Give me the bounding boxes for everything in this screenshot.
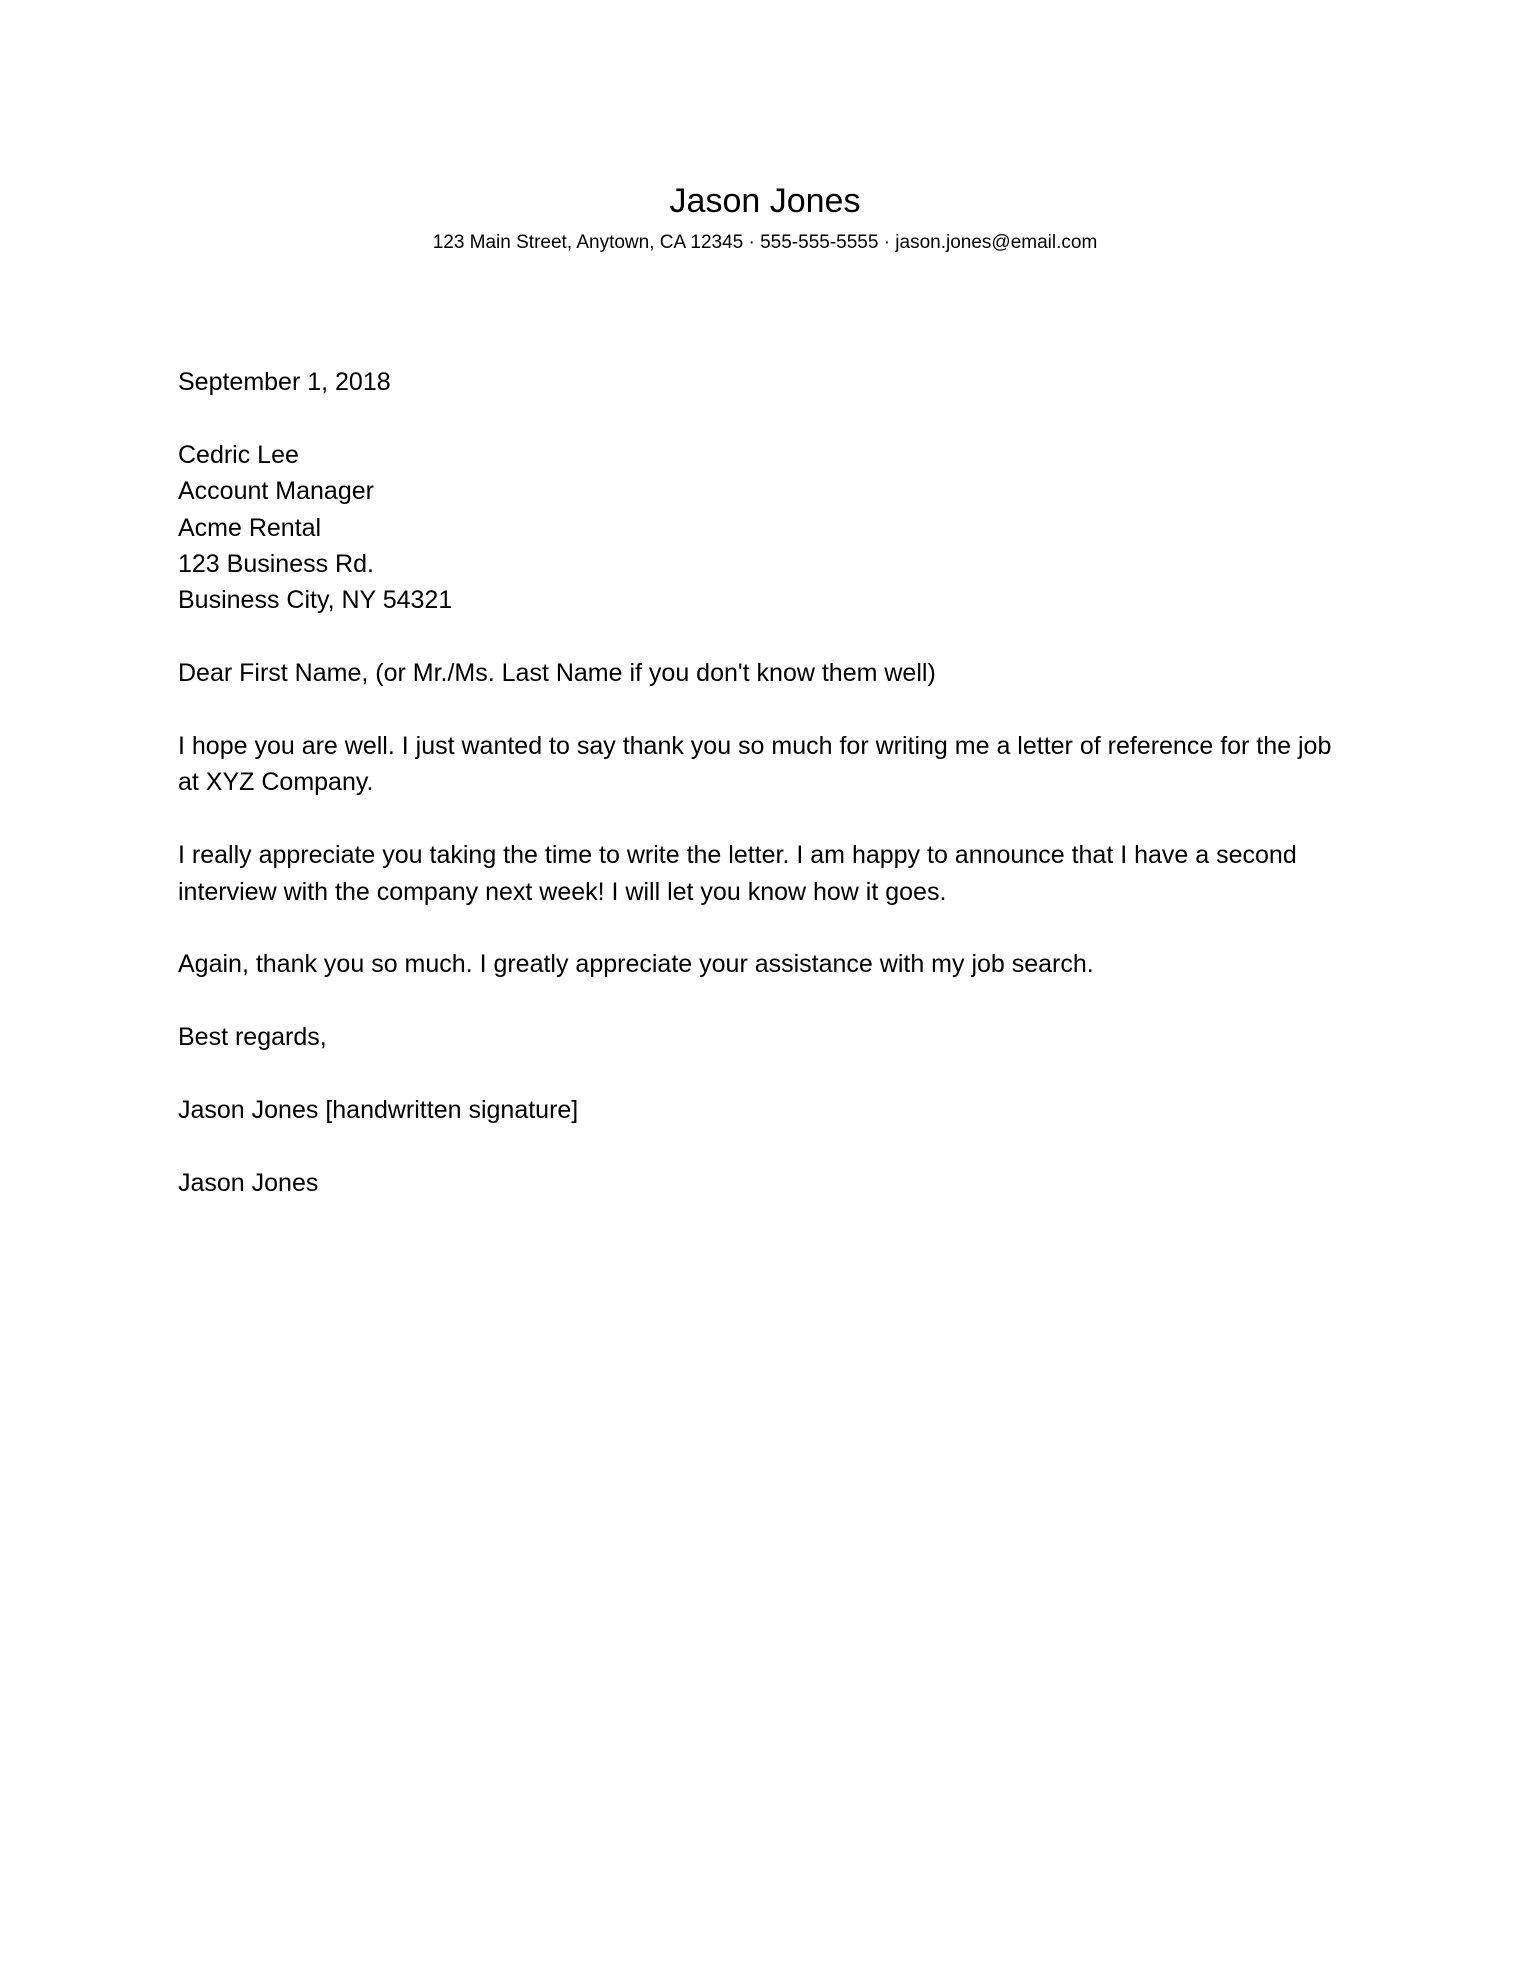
letter-date: September 1, 2018 [178, 368, 391, 396]
recipient-address [178, 437, 1353, 619]
salutation: Dear First Name, (or Mr./Ms. Last Name if you don't know them well) [178, 659, 936, 688]
sender-contact-line: 123 Main Street, Anytown, CA 12345 · 555-555-5555 · jason.jones@email.com [432, 232, 1098, 253]
recipient-name: Cedric Lee [178, 440, 299, 469]
body-paragraph-3: Again, thank you so much. I greatly appreciate your assistance with my job search. [178, 950, 1094, 979]
sender-name: Jason Jones [669, 182, 861, 220]
typed-name: Jason Jones [178, 1168, 319, 1197]
body-paragraph-1: I hope you are well. I just wanted to say thank you so much for writing me a letter of reference for the job at XYZ Company. [178, 732, 1332, 797]
recipient-company: Acme Rental [178, 513, 322, 542]
letter-body [178, 364, 1353, 1238]
body-paragraph-2: I really appreciate you taking the time to write the letter. I am happy to announce that I have a second interview with the company next week! I will let you know how it goes. [178, 841, 1297, 906]
letterhead [0, 180, 1530, 256]
signature: Jason Jones [handwritten signature] [178, 1096, 579, 1125]
closing: Best regards, [178, 1023, 327, 1052]
recipient-title: Account Manager [178, 477, 374, 506]
recipient-street: 123 Business Rd. [178, 550, 374, 579]
recipient-city: Business City, NY 54321 [178, 586, 453, 615]
